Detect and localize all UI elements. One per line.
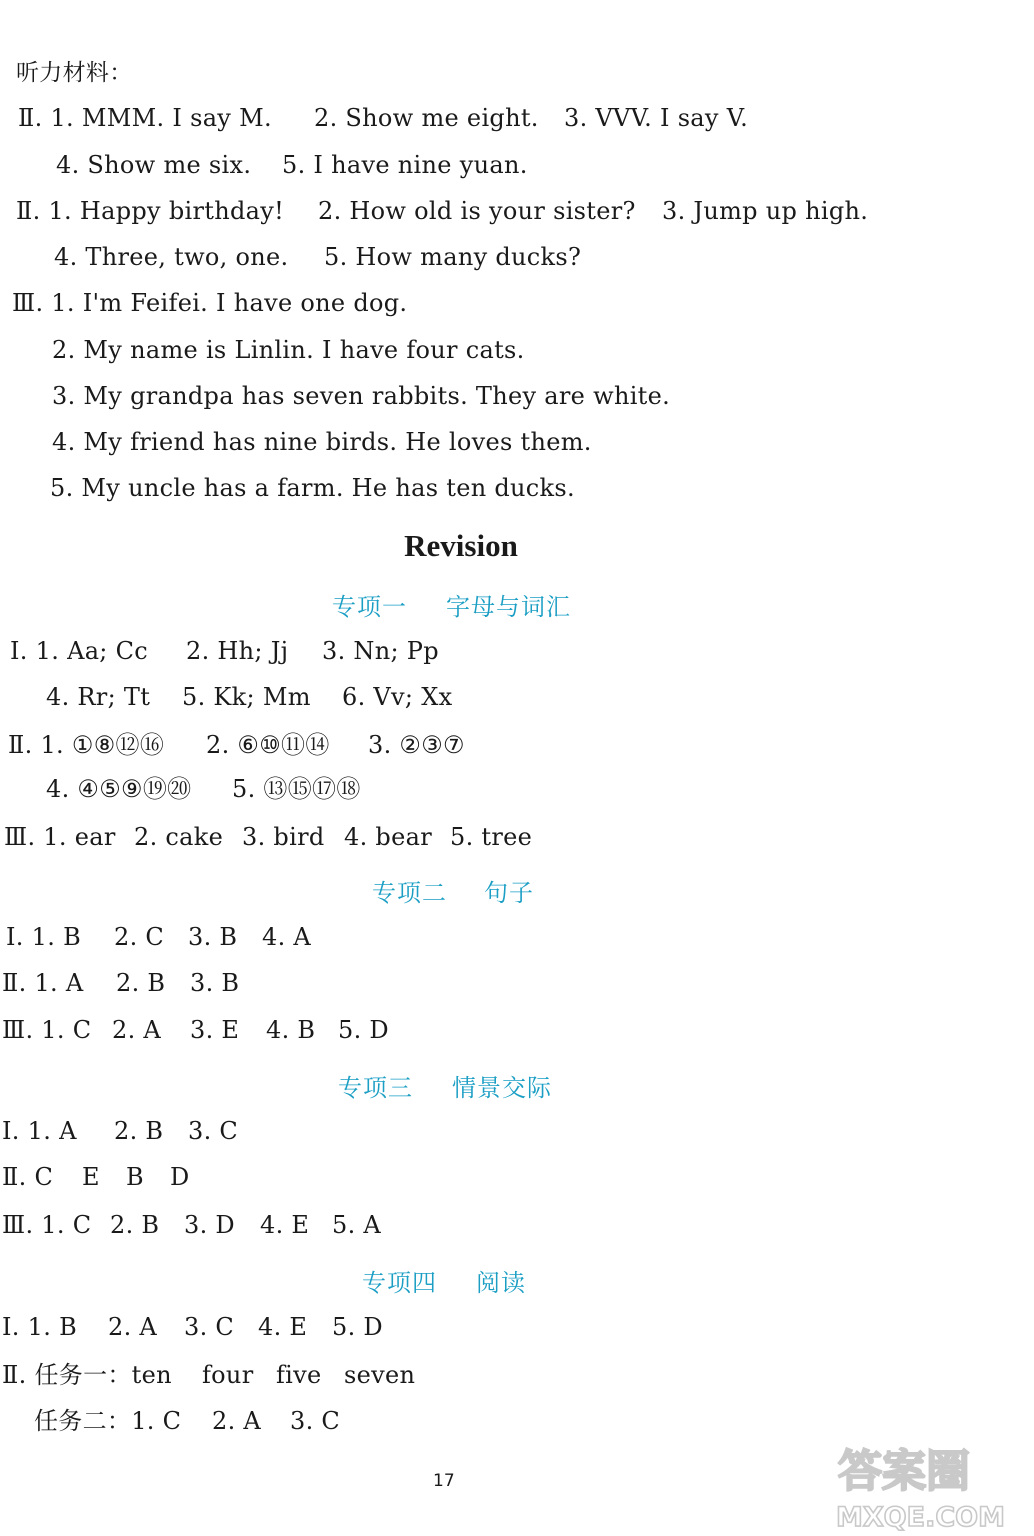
- line-cell: 4. ④⑤⑨⑲⑳: [46, 775, 192, 803]
- line-cell: 4. B: [266, 1016, 316, 1044]
- revision-title: Revision: [404, 528, 518, 563]
- line-cell: E: [82, 1163, 100, 1191]
- line-cell: Ⅲ. 1. ear: [4, 823, 116, 851]
- line-cell: Ⅱ. 1. MMM. I say M.: [18, 104, 272, 132]
- line-cell: 2. B: [114, 1117, 164, 1145]
- section-label: 专项二: [372, 879, 447, 907]
- line-cell: 2. Show me eight.: [314, 104, 539, 132]
- section-label: 专项一: [332, 593, 407, 621]
- section-label: 专项四: [362, 1269, 437, 1297]
- line-cell: seven: [344, 1361, 416, 1389]
- line-cell: 3. C: [184, 1313, 235, 1341]
- line-cell: Ⅱ. 任务一：ten: [2, 1361, 172, 1389]
- section-name: 阅读: [476, 1269, 526, 1297]
- line-cell: 4. Show me six.: [56, 151, 252, 179]
- line-cell: Ⅲ. 1. C: [2, 1016, 92, 1044]
- line-cell: 2. A: [212, 1407, 262, 1435]
- section-name: 字母与词汇: [446, 593, 571, 621]
- line-cell: 2. A: [112, 1016, 162, 1044]
- line-cell: 2. B: [110, 1211, 160, 1239]
- line-cell: 3. C: [188, 1117, 239, 1145]
- line-cell: Ⅰ. 1. Aa; Cc: [10, 637, 149, 665]
- line-cell: 任务二：1. C: [34, 1407, 182, 1435]
- line-cell: 3. B: [190, 969, 240, 997]
- watermark-bottom: MXQE.COM: [836, 1502, 1005, 1532]
- line-cell: 5. D: [332, 1313, 383, 1341]
- line-cell: 3. bird: [242, 823, 325, 851]
- line-cell: 3. VVV. I say V.: [564, 104, 749, 132]
- line-cell: five: [276, 1361, 322, 1389]
- line-cell: 5. My uncle has a farm. He has ten ducks.: [50, 474, 575, 502]
- line-cell: D: [170, 1163, 190, 1191]
- line-cell: Ⅰ. 1. B: [2, 1313, 78, 1341]
- line-cell: 4. bear: [344, 823, 432, 851]
- watermark-top: 答案圈: [838, 1446, 970, 1497]
- section-label: 专项三: [338, 1074, 413, 1102]
- line-cell: 2. My name is Linlin. I have four cats.: [52, 336, 525, 364]
- listening-title: 听力材料：: [16, 60, 133, 86]
- line-cell: Ⅱ. 1. Happy birthday!: [16, 197, 285, 225]
- section-name: 情景交际: [452, 1074, 552, 1102]
- line-cell: 5. D: [338, 1016, 389, 1044]
- line-cell: 3. ②③⑦: [368, 731, 465, 759]
- line-cell: 3. E: [190, 1016, 240, 1044]
- line-cell: four: [202, 1361, 254, 1389]
- line-cell: 5. How many ducks?: [324, 243, 582, 271]
- line-cell: 2. ⑥⑩⑪⑭: [206, 731, 330, 759]
- line-cell: 3. My grandpa has seven rabbits. They are white.: [52, 382, 671, 410]
- line-cell: 4. A: [262, 923, 312, 951]
- line-cell: 2. A: [108, 1313, 158, 1341]
- line-cell: 3. Nn; Pp: [322, 637, 439, 665]
- line-cell: Ⅱ. 1. A: [2, 969, 84, 997]
- line-cell: Ⅲ. 1. I'm Feifei. I have one dog.: [12, 289, 408, 317]
- line-cell: 4. E: [258, 1313, 308, 1341]
- line-cell: B: [126, 1163, 144, 1191]
- line-cell: 3. D: [184, 1211, 235, 1239]
- line-cell: 2. B: [116, 969, 166, 997]
- line-cell: 3. C: [290, 1407, 341, 1435]
- line-cell: 5. I have nine yuan.: [282, 151, 528, 179]
- line-cell: 3. B: [188, 923, 238, 951]
- line-cell: 5. Kk; Mm: [182, 683, 311, 711]
- watermark-logo-icon: [832, 1436, 1028, 1532]
- line-cell: 2. C: [114, 923, 165, 951]
- line-cell: 4. E: [260, 1211, 310, 1239]
- line-cell: 5. ⑬⑮⑰⑱: [232, 775, 361, 803]
- line-cell: 5. A: [332, 1211, 382, 1239]
- line-cell: 3. Jump up high.: [662, 197, 869, 225]
- line-cell: 4. My friend has nine birds. He loves them.: [52, 428, 592, 456]
- line-cell: 2. How old is your sister?: [318, 197, 636, 225]
- page-number: 17: [433, 1471, 455, 1491]
- line-cell: 4. Rr; Tt: [46, 683, 151, 711]
- line-cell: 5. tree: [450, 823, 533, 851]
- line-cell: Ⅱ. 1. ①⑧⑫⑯: [8, 731, 165, 759]
- line-cell: Ⅰ. 1. B: [6, 923, 82, 951]
- line-cell: Ⅰ. 1. A: [2, 1117, 77, 1145]
- line-cell: Ⅲ. 1. C: [2, 1211, 92, 1239]
- line-cell: 4. Three, two, one.: [54, 243, 289, 271]
- line-cell: 2. Hh; Jj: [186, 637, 289, 665]
- section-name: 句子: [484, 879, 534, 907]
- line-cell: 6. Vv; Xx: [342, 683, 453, 711]
- line-cell: 2. cake: [134, 823, 224, 851]
- line-cell: Ⅱ. C: [2, 1163, 54, 1191]
